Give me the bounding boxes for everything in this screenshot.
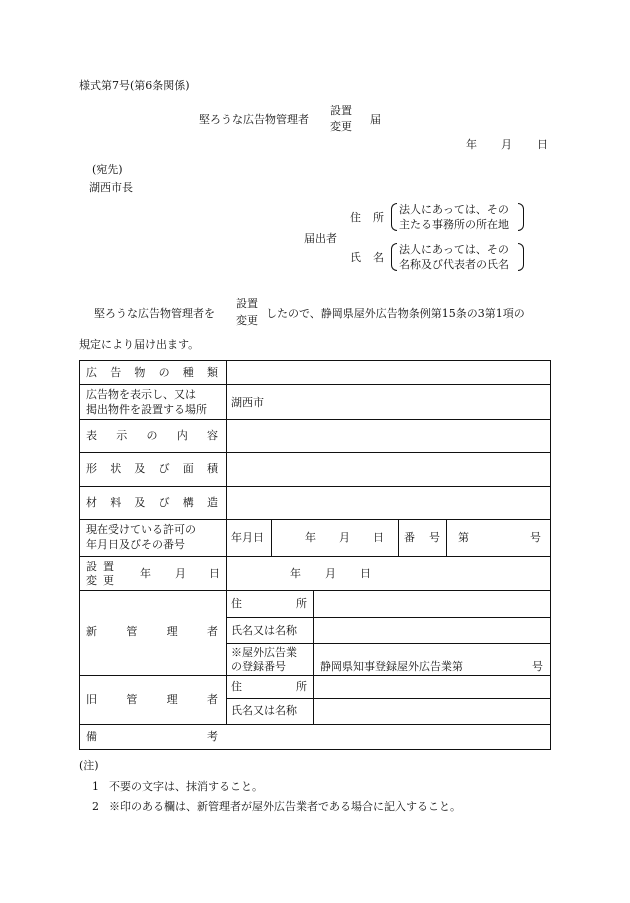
remarks-label: 備 考 (86, 730, 218, 743)
note-1-num: 1 (92, 780, 99, 793)
title-option-setchi: 設置 (330, 104, 352, 117)
title-suffix: 届 (370, 113, 381, 126)
name-bracket-left (391, 243, 397, 271)
permit-label-1: 現在受けている許可の (86, 523, 196, 536)
content-label: 表 示 の 内 容 (86, 429, 218, 442)
place-label-2: 掲出物件を設置する場所 (86, 403, 207, 416)
new-reg-label-2: の登録番号 (231, 660, 286, 673)
material-label: 材 料 及 び 構 造 (86, 496, 218, 509)
place-label-1: 広告物を表示し、又は (86, 388, 196, 401)
permit-date-label: 年月日 (231, 531, 264, 544)
kind-label: 広 告 物 の 種 類 (86, 366, 218, 379)
new-address-label: 住 所 (231, 597, 307, 610)
address-bracket-right (518, 203, 524, 231)
name-bracket-right (518, 243, 524, 271)
note-2-text: ※印のある欄は、新管理者が屋外広告業者である場合に記入すること。 (109, 800, 461, 813)
name-label: 氏 名 (350, 251, 384, 264)
notes-heading: (注) (79, 759, 99, 772)
old-address-label: 住 所 (231, 680, 307, 693)
address-bracket-left (391, 203, 397, 231)
place-value: 湖西市 (231, 396, 264, 409)
title-prefix: 堅ろうな広告物管理者 (199, 113, 309, 126)
note-1-text: 不要の文字は、抹消すること。 (109, 780, 263, 793)
form-number: 様式第7号(第6条関係) (79, 79, 190, 92)
shape-label: 形 状 及 び 面 積 (86, 462, 218, 475)
new-manager-label: 新 管 理 者 (86, 625, 218, 638)
note-2-num: 2 (92, 800, 99, 813)
new-name-label: 氏名又は名称 (231, 624, 297, 637)
old-manager-label: 旧 管 理 者 (86, 693, 218, 706)
applicant-label: 届出者 (304, 232, 337, 245)
new-reg-label-1: ※屋外広告業 (231, 646, 297, 659)
old-name-label: 氏名又は名称 (231, 704, 297, 717)
addressee-honorific: (宛先) (92, 163, 123, 176)
change-henkou: 変 更 (86, 574, 114, 587)
title-option-henkou: 変更 (330, 120, 352, 133)
change-setchi: 設 置 (86, 560, 114, 573)
address-label: 住 所 (350, 211, 384, 224)
addressee-name: 湖西市長 (89, 181, 133, 194)
permit-label-2: 年月日及びその番号 (86, 538, 185, 551)
new-reg-value: 静岡県知事登録屋外広告業第 (320, 660, 463, 673)
permit-number-label: 番 号 (404, 531, 440, 544)
